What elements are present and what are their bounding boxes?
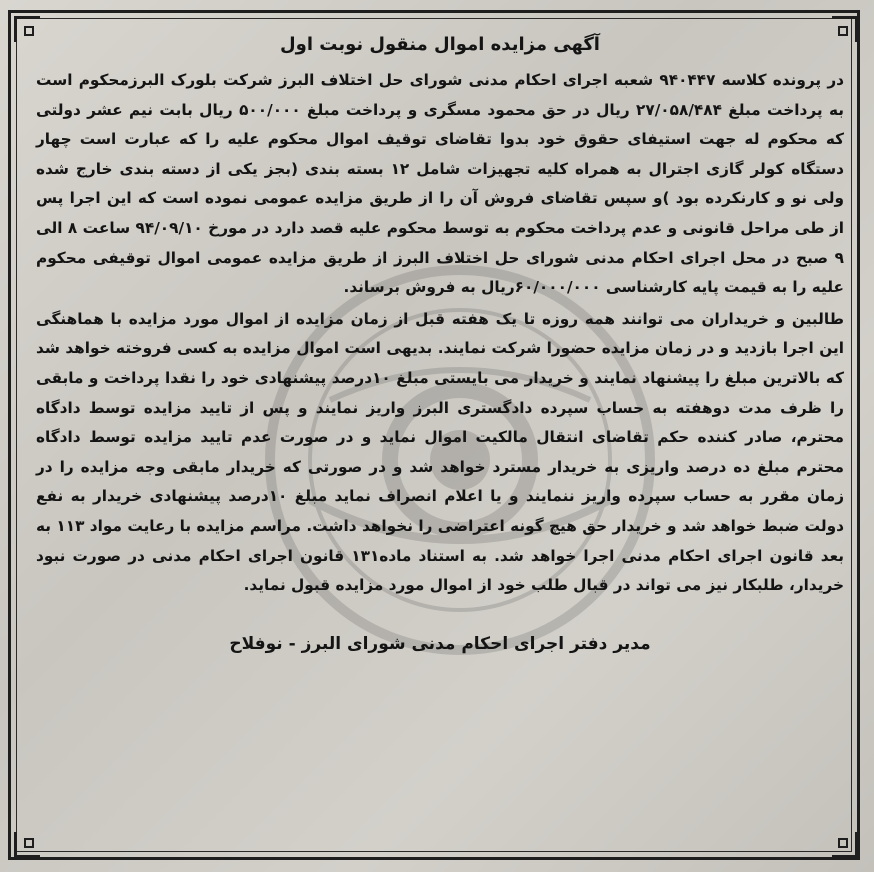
signature-line: مدیر دفتر اجرای احکام مدنی شورای البرز - نوفلاح <box>229 633 651 654</box>
notice-title: آگهی مزایده اموال منقول نوبت اول <box>280 34 600 55</box>
corner-mark-icon <box>24 26 34 36</box>
auction-terms-paragraph: طالبین و خریداران می توانند همه روزه تا یک هفته قبل از زمان مزایده از اموال مورد مزایده با هماهنگی این اجرا بازدید و در زمان مزایده حضورا شرکت نمایند. بدیهی است اموال مزایده به کسی فروخته خواهد شد که بالاترین مبلغ را پیشنهاد نمایند و خریدار می بایستی مبلغ ۱۰درصد پیشنهادی خود را نقدا پرداخت و مابقی را ظرف مدت دوهفته به حساب سپرده دادگستری البرز واریز نمایند و پس از تایید مزایده توسط دادگاه محترم، صادر کننده حکم تقاضای انتقال مالکیت اموال نماید و در صورت عدم تایید مزایده توسط دادگاه محترم مبلغ ده درصد واریزی به خریدار مسترد خواهد شد و در صورتی که خریدار مابقی وجه مزایده را در زمان مقرر به حساب سپرده واریز ننمایند و یا اعلام انصراف نماید مبلغ ۱۰درصد پیشنهادی خریدار به نفع دولت ضبط خواهد شد و خریدار حق هیچ گونه اعتراضی را نخواهد داشت. مراسم مزایده با رعایت مواد ۱۱۳ به بعد قانون اجرای احکام مدنی اجرا خواهد شد. به استناد ماده۱۳۱ قانون اجرای احکام مدنی در صورت نبود خریدار، طلبکار نیز می تواند در قبال طلب خود از اموال مورد مزایده قبول نماید. <box>36 309 845 595</box>
corner-mark-icon <box>838 838 848 848</box>
auction-details-paragraph: در پرونده کلاسه ۹۴۰۴۴۷ شعبه اجرای احکام مدنی شورای حل اختلاف البرز شرکت بلورک البرزمحکوم است به پرداخت مبلغ ۲۷/۰۵۸/۴۸۴ ریال در حق محمود مسگری و پرداخت مبلغ ۵۰۰/۰۰۰ ریال بابت نیم عشر دولتی که محکوم له جهت استیفای حقوق خود بدوا تقاضای توقیف اموال محکوم علیه را که عبارت است چهار دستگاه کولر گازی اجترال به همراه کلیه تجهیزات شامل ۱۲ بسته بندی (بجز یکی از دسته بندی خارج شده ولی نو و کارنکرده بود )و سپس تقاضای فروش آن را از طریق مزایده عمومی نموده است که این اجرا پس از طی مراحل قانونی و عدم پرداخت محکوم به توسط محکوم علیه قصد دارد در مورخ ۹۴/۰۹/۱۰ ساعت ۸ الی ۹ صبح در محل اجرای احکام مدنی شورای حل اختلاف البرز از طریق مزایده عمومی اموال توقیفی محکوم علیه را به قیمت پایه کارشناسی ۶۰/۰۰۰/۰۰۰ریال به فروش برساند. <box>36 71 845 297</box>
notice-body <box>36 30 844 659</box>
corner-mark-icon <box>24 838 34 848</box>
